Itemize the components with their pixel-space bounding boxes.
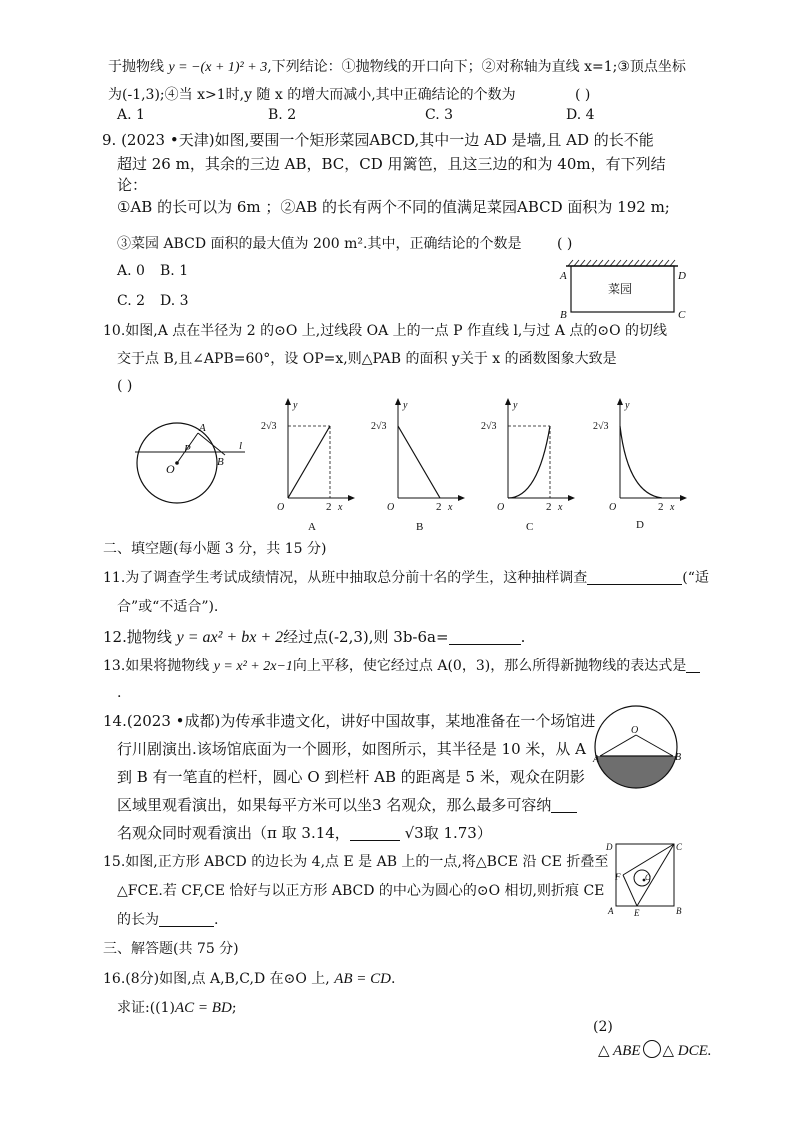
label-e: E	[634, 908, 640, 918]
svg-text:2√3: 2√3	[261, 421, 277, 432]
q14-blank-2[interactable]	[350, 826, 400, 841]
svg-text:O: O	[609, 502, 617, 513]
graph-a-curve	[288, 426, 330, 498]
garden-figure	[558, 262, 688, 320]
q8-option-b: B. 2	[268, 107, 297, 123]
q14-line2: 行川剧演出.该场馆底面为一个圆形，如图所示，其半径是 10 米，从 A	[117, 740, 586, 758]
q14-stadium-figure	[593, 704, 683, 794]
q12-answer-blank[interactable]	[449, 630, 521, 645]
svg-text:2: 2	[436, 501, 442, 513]
label-a: A	[199, 422, 206, 434]
q15-line2: △FCE.若 CF,CE 恰好与以正方形 ABCD 的中心为圆心的⊙O 相切,则折痕 CE	[117, 883, 605, 899]
graph-label-d: D	[636, 519, 644, 531]
q14-line5: 名观众同时观看演出（π 取 3.14， √3取 1.73）	[117, 824, 492, 842]
q13-formula: y = x² + 2x−1	[213, 659, 293, 674]
svg-text:2√3: 2√3	[593, 421, 609, 432]
q9-line5: ③菜园 ABCD 面积的最大值为 200 m².其中，正确结论的个数是	[117, 236, 522, 252]
graph-option-a	[260, 398, 360, 533]
graph-option-d	[592, 398, 692, 533]
q11-line2: 合”或“不适合”).	[117, 599, 219, 615]
q9-option-b: B. 1	[160, 263, 189, 279]
q14-line3: 到 B 有一笔直的栏杆，圆心 O 到栏杆 AB 的距离是 5 米，观众在阴影	[117, 768, 585, 786]
q16-line2: 求证:((1)AC = BD;	[117, 1000, 237, 1016]
q8-answer-paren: ( )	[575, 87, 591, 103]
graph-option-b	[370, 398, 470, 533]
q10-line1: 10.如图,A 点在半径为 2 的⊙O 上,过线段 OA 上的一点 P 作直线 l,与过 A 点的⊙O 的切线	[103, 323, 668, 339]
svg-text:2√3: 2√3	[481, 421, 497, 432]
q11-answer-blank[interactable]	[587, 570, 682, 585]
q16-part2-formula: △ ABE △ DCE.	[598, 1040, 712, 1060]
label-l: l	[239, 440, 243, 452]
label-o: O	[166, 462, 175, 476]
label-a: A	[560, 270, 567, 282]
label-c: C	[678, 309, 686, 321]
q8-option-d: D. 4	[566, 107, 595, 123]
label-o: O	[645, 873, 651, 882]
label-a: A	[608, 906, 614, 916]
q12-formula: y = ax² + bx + 2	[176, 629, 284, 646]
q9-option-d: D. 3	[160, 293, 189, 309]
svg-text:x: x	[338, 502, 343, 513]
svg-text:O: O	[497, 502, 505, 513]
q13-line1: 13.如果将抛物线 y = x² + 2x−1向上平移，使它经过点 A(0，3)，那么所得新抛物线的表达式是	[103, 657, 700, 676]
label-b: B	[676, 906, 682, 916]
svg-text:y: y	[293, 400, 298, 411]
label-c: C	[676, 842, 683, 852]
q10-circle-figure	[135, 415, 255, 515]
section-3-heading: 三、解答题(共 75 分)	[103, 941, 239, 957]
graph-c-curve	[508, 426, 550, 498]
q8-formula: y = −(x + 1)² + 3	[168, 60, 268, 75]
svg-text:2: 2	[326, 501, 332, 513]
label-a: A	[593, 754, 600, 765]
graph-label-c: C	[526, 521, 534, 533]
sqrt-3: √3	[404, 824, 424, 842]
q8-line2: 为(-1,3);④当 x>1时,y 随 x 的增大而减小,其中正确结论的个数为	[108, 87, 516, 103]
svg-text:2: 2	[546, 501, 552, 513]
q9-option-c: C. 2	[117, 293, 146, 309]
q11-line1: 11.为了调查学生考试成绩情况，从班中抽取总分前十名的学生，这种抽样调查 (“适	[103, 570, 709, 586]
graph-option-c	[480, 398, 580, 533]
svg-text:x: x	[670, 502, 675, 513]
graph-label-b: B	[416, 521, 424, 533]
fold-ce	[637, 844, 674, 906]
q8-line1: 于抛物线 y = −(x + 1)² + 3,下列结论：①抛物线的开口向下；②对称轴为直线 x=1;③顶点坐标	[108, 59, 686, 75]
q13-answer-blank[interactable]	[686, 658, 700, 673]
svg-text:2√3: 2√3	[371, 421, 387, 432]
label-d: D	[678, 270, 686, 282]
label-f: F	[615, 872, 621, 882]
svg-text:y: y	[625, 400, 630, 411]
q14-answer-blank[interactable]	[551, 798, 577, 813]
q9-answer-paren: ( )	[557, 236, 573, 252]
q9-line1: 9. (2023 •天津)如图,要围一个矩形菜园ABCD,其中一边 AD 是墙,且 AD 的长不能	[102, 131, 654, 149]
q15-square-figure	[606, 838, 686, 918]
garden-label: 菜园	[608, 282, 633, 296]
q9-line2: 超过 26 m，其余的三边 AB，BC，CD 用篱笆，且这三边的和为 40m，有下列结	[117, 155, 666, 173]
section-2-heading: 二、填空题(每小题 3 分，共 15 分)	[103, 541, 327, 557]
q14-line4: 区域里观看演出，如果每平方米可以坐3 名观众，那么最多可容纳	[117, 796, 577, 814]
q15-line3: 的长为 .	[117, 912, 219, 928]
q8-option-c: C. 3	[425, 107, 454, 123]
q9-line3: 论：	[117, 176, 148, 194]
label-p: P	[184, 443, 191, 455]
q16-part2-label: (2)	[593, 1019, 613, 1035]
graph-d-curve	[620, 426, 662, 498]
label-o: O	[631, 725, 639, 736]
segment-cf	[623, 844, 674, 875]
svg-text:O: O	[387, 502, 395, 513]
svg-text:2: 2	[658, 501, 664, 513]
q12-line: 12.抛物线 y = ax² + bx + 2经过点(-2,3),则 3b-6a= .	[103, 628, 526, 646]
graph-label-a: A	[308, 521, 316, 533]
label-b: B	[675, 752, 682, 763]
svg-text:x: x	[558, 502, 563, 513]
label-b: B	[217, 456, 224, 468]
q9-option-a: A. 0	[117, 263, 145, 279]
q15-line1: 15.如图,正方形 ABCD 的边长为 4,点 E 是 AB 上的一点,将△BCE 沿 CE 折叠至	[103, 854, 609, 870]
svg-text:O: O	[277, 502, 285, 513]
q8-option-a: A. 1	[117, 107, 145, 123]
label-b: B	[560, 309, 567, 321]
q10-line2: 交于点 B,且∠APB=60°，设 OP=x,则△PAB 的面积 y关于 x 的函数图象大致是	[117, 351, 617, 367]
q14-line1: 14.(2023 •成都)为传承非遗文化，讲好中国故事，某地准备在一个场馆进	[103, 712, 596, 730]
q9-line4: ①AB 的长可以为 6m ；②AB 的长有两个不同的值满足菜园ABCD 面积为 192 m;	[117, 198, 670, 216]
q16-line1: 16.(8分)如图,点 A,B,C,D 在⊙O 上, AB = CD.	[103, 971, 396, 987]
congruent-circle-icon	[643, 1040, 661, 1058]
svg-text:x: x	[448, 502, 453, 513]
svg-text:y: y	[403, 400, 408, 411]
svg-text:y: y	[513, 400, 518, 411]
graph-b-curve	[398, 426, 440, 498]
label-d: D	[606, 842, 613, 852]
q15-answer-blank[interactable]	[159, 912, 214, 927]
q10-answer-paren: ( )	[117, 378, 133, 394]
q13-line2: .	[117, 685, 122, 701]
